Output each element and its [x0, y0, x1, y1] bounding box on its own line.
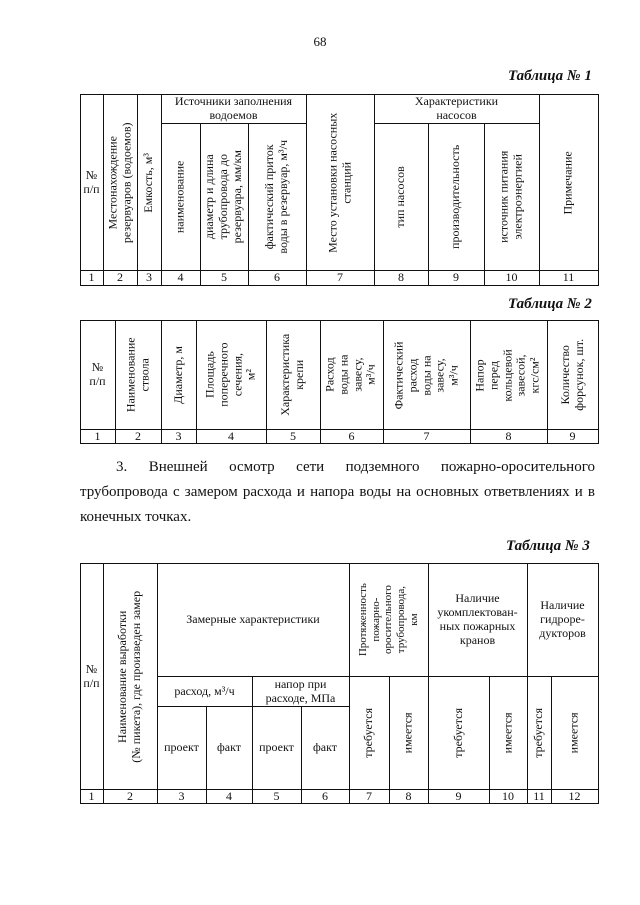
t1-header-pump-station: Место установки насосных станций: [325, 112, 353, 253]
t1-col-number: 6: [274, 270, 280, 285]
t1-col-number: 1: [88, 270, 95, 285]
table-3-caption: Таблица № 3: [506, 538, 590, 554]
t3-header-working-name: Наименование выработки (№ пикета), где произведен замер: [115, 590, 143, 763]
t2-col-number: 4: [228, 428, 234, 443]
t1-col-number: 5: [221, 270, 227, 285]
t2-header-diameter: Диаметр, м: [170, 346, 185, 404]
t2-col-number: 7: [423, 428, 430, 443]
t1-header-actual-inflow: фактический приток воды в резервуар, м³/ч: [262, 140, 291, 254]
t1-col-number: 2: [117, 270, 123, 285]
t3-col-number: 6: [322, 788, 328, 803]
t2-header-number: № п/п: [89, 360, 106, 388]
t3-col-number: 5: [273, 788, 280, 803]
t2-header-nozzle-count: Количество форсунок, шт.: [557, 339, 586, 411]
page-number: 68: [313, 34, 327, 49]
inspection-paragraph: [80, 455, 595, 530]
t3-col-number: 12: [568, 788, 581, 803]
t2-header-actual-flow: Фактический расход воды на завесу, м³/ч: [391, 341, 461, 409]
t2-col-number: 6: [348, 428, 355, 443]
t2-col-number: 5: [290, 428, 296, 443]
t3-header-hydrants-required: требуется: [450, 708, 465, 758]
t3-col-number: 8: [405, 788, 412, 803]
t3-header-flow-project: проект: [164, 740, 199, 755]
table-2-caption: Таблица № 2: [508, 296, 592, 312]
t3-col-number: 10: [502, 788, 514, 803]
t1-col-number: 8: [398, 270, 404, 285]
t3-header-pressure-fact: факт: [312, 740, 338, 755]
t3-col-number: 3: [178, 788, 185, 803]
paragraph-first-line: 3. Внешней осмотр сети подземного пожарно-оросительного: [116, 459, 595, 475]
t1-header-pump-characteristics: Характеристики насосов: [414, 94, 499, 122]
t1-col-number: 7: [337, 270, 343, 285]
t1-header-source-name: наименование: [172, 160, 187, 234]
t1-col-number: 4: [177, 270, 184, 285]
t2-col-number: 1: [94, 428, 101, 443]
t1-header-capacity: Емкость, м³: [141, 152, 156, 213]
t1-col-number: 11: [562, 270, 575, 285]
t2-col-number: 2: [135, 428, 141, 443]
t3-header-pressure-project: проект: [259, 740, 294, 755]
t3-header-pressure: напор при расходе, МПа: [265, 676, 336, 705]
t1-header-filling-sources: Источники заполнения водоемов: [174, 94, 293, 122]
t3-header-length-available: имеется: [400, 712, 415, 754]
t3-header-reducers-required: требуется: [531, 708, 546, 758]
t3-col-number: 9: [455, 788, 462, 803]
paragraph-rest: трубопровода с замером расхода и напора воды на основных ответвлениях и в конечных точках.: [80, 484, 595, 525]
t2-header-pressure: Напор перед кольцевой завесой, кгс/см²: [473, 348, 543, 402]
t3-col-number: 2: [127, 788, 133, 803]
t3-header-pipeline-length: Протяженность пожарно- оросительного трубопровода, км: [356, 583, 420, 657]
t1-header-productivity: производительность: [448, 144, 463, 250]
t1-header-note: Примечание: [560, 150, 575, 215]
t3-col-number: 7: [366, 788, 372, 803]
t3-col-number: 11: [533, 788, 545, 803]
t3-header-flow: расход, м³/ч: [174, 683, 235, 698]
t3-header-measurements: Замерные характеристики: [186, 612, 320, 627]
t3-header-hydrants-available: имеется: [500, 712, 515, 754]
t2-header-water-flow: Расход воды на завесу, м³/ч: [322, 354, 379, 396]
t2-col-number: 9: [569, 428, 576, 443]
t3-header-flow-fact: факт: [216, 740, 242, 755]
t1-col-number: 9: [453, 270, 459, 285]
t1-header-pump-type: тип насосов: [393, 166, 408, 228]
t1-header-power-source: источник питания электроэнергией: [496, 150, 525, 244]
t3-header-reducers-available: имеется: [566, 712, 581, 754]
t2-header-lining: Характеристика крепи: [278, 334, 307, 416]
t1-header-number: № п/п: [83, 167, 100, 196]
table-1-caption: Таблица № 1: [508, 68, 592, 84]
t3-col-number: 1: [88, 788, 95, 803]
t2-col-number: 8: [505, 428, 512, 443]
t2-header-cross-section: Площадь поперечного сечения, м²: [202, 342, 258, 408]
t3-header-reducers: Наличие гидроре- дукторов: [539, 598, 586, 640]
t3-col-number: 4: [226, 788, 232, 803]
t3-header-length-required: требуется: [361, 708, 376, 758]
t2-col-number: 3: [175, 428, 182, 443]
t1-header-location: Местонахождение резервуаров (водоемов): [105, 122, 134, 243]
t1-col-number: 10: [505, 270, 518, 285]
t3-header-number: № п/п: [83, 661, 100, 690]
t1-col-number: 3: [146, 270, 152, 285]
t2-header-shaft-name: Наименование ствола: [123, 337, 152, 413]
t3-header-fire-hydrants: Наличие укомплектован- ных пожарных кранов: [437, 591, 518, 647]
t1-header-pipe-size: диаметр и длина трубопровода до резервуара, мм/км: [202, 150, 244, 244]
